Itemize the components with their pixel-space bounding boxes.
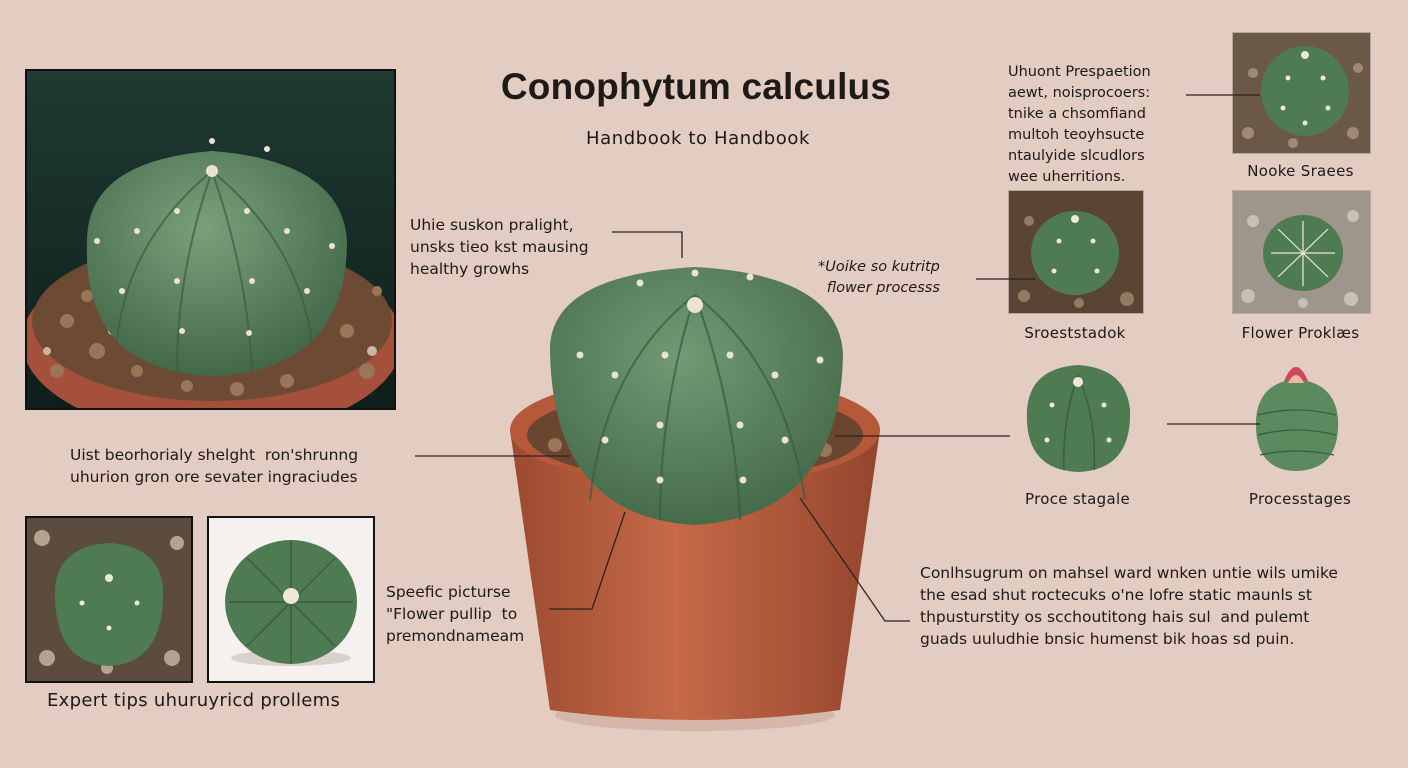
- note-bottom-right: Conlhsugrum on mahsel ward wnken untie wils umike the esad shut roctecuks o'ne lofre static maunls st thpusturstity os scchoutitong hais sul and pulemt guads uuludhie bnsic humenst bik hoas sd puin.: [920, 564, 1338, 648]
- page-subtitle: Handbook to Handbook: [585, 128, 811, 149]
- caption-proce-stagale: Proce stagale: [1025, 490, 1130, 508]
- caption-expert-tips: Expert tips uhuruyricd prollems: [47, 690, 341, 711]
- note-specific-picture: Speefic picturse "Flower pullip to premondnameam: [386, 583, 525, 645]
- caption-nooke: Nooke Sraees: [1247, 162, 1354, 180]
- page-title: Conophytum calculus: [500, 66, 892, 107]
- caption-sroest: Sroeststadok: [1024, 324, 1126, 342]
- note-top-right: Uhuont Prespaetion aewt, noisprocoers: tnike a chsomfiand multoh teoyhsucte ntaulyide slcudlors wee uherritions.: [1008, 64, 1151, 185]
- note-center-top: Uhie suskon pralight, unsks tieo kst mausing healthy growhs: [410, 216, 589, 278]
- note-flower-process: *Uoike so kutritp flower processs: [818, 259, 940, 296]
- caption-processtages: Processtages: [1248, 490, 1352, 508]
- caption-flower-prokles: Flower Proklæs: [1241, 324, 1360, 342]
- note-left-middle: Uist beorhorialy shelght ron'shrunng uhurion gron ore sevater ingraciudes: [70, 446, 359, 486]
